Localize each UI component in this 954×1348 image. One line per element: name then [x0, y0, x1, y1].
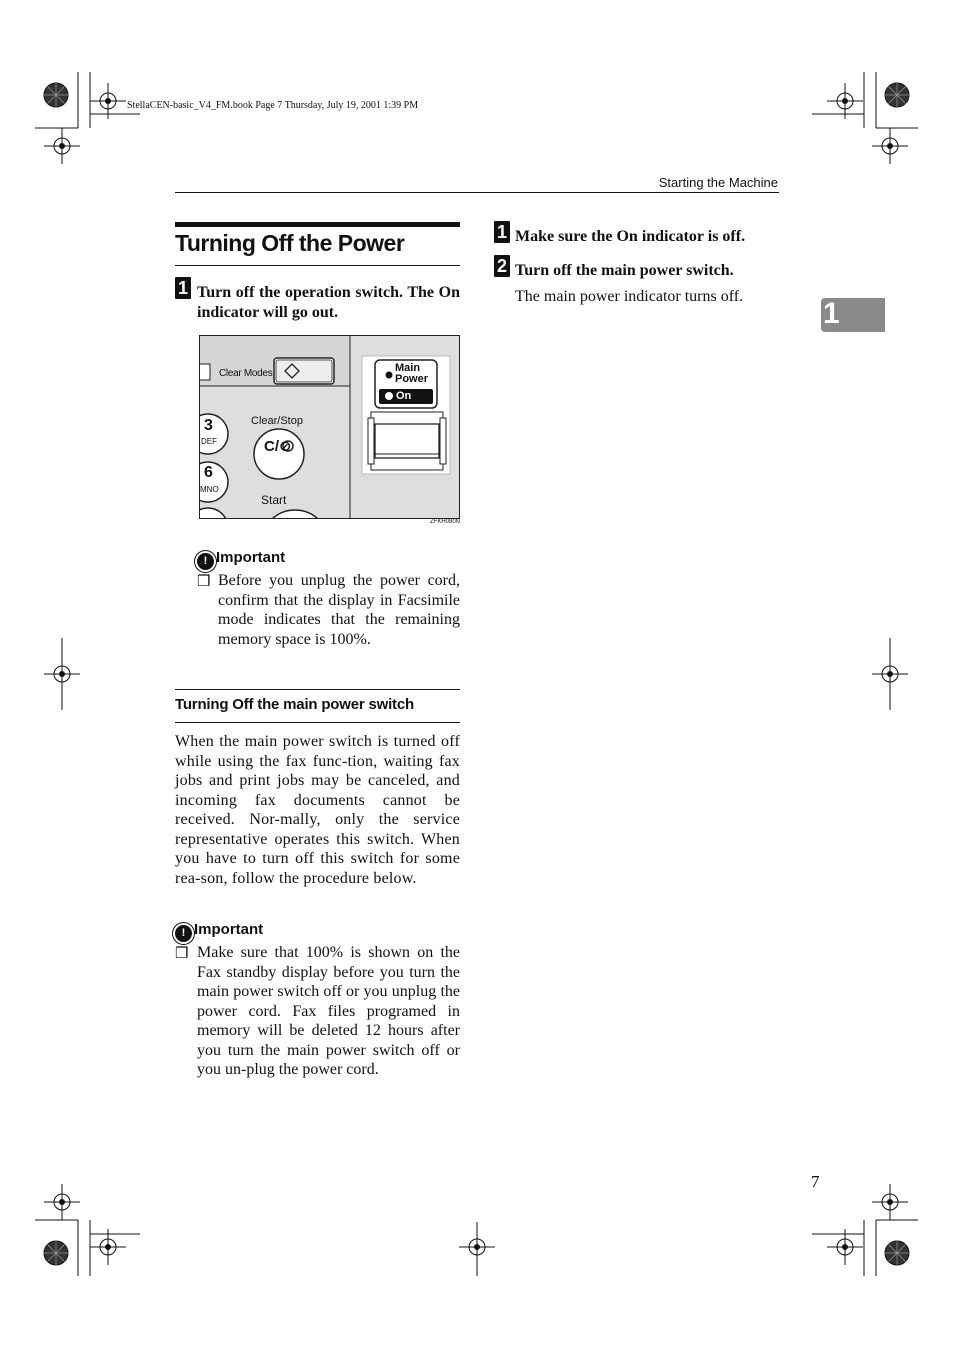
page-number: 7: [811, 1172, 820, 1191]
section-title: Turning Off the Power: [175, 230, 405, 256]
header-rule: [175, 192, 779, 193]
important-icon: !: [175, 925, 192, 942]
main-power-label: [395, 363, 428, 385]
important-1-text: Before you unplug the power cord, confirm that the display in Facsimile mode indicates that the remaining memory space is 100%.: [218, 572, 460, 648]
key-3-digit: 3: [204, 417, 213, 434]
important-label-1-text: Important: [216, 549, 286, 566]
key-6-digit: 6: [204, 464, 213, 481]
chapter-number: 1: [823, 297, 840, 330]
main-power-line-1: Main: [395, 362, 421, 374]
subheading: Turning Off the main power switch: [175, 696, 414, 713]
clear-modes-label: Clear Modes: [219, 368, 273, 379]
control-panel-illustration: [199, 335, 460, 519]
running-head: Starting the Machine: [658, 175, 778, 190]
start-label: Start: [261, 493, 287, 507]
important-icon: !: [197, 553, 214, 570]
subheading-rule-bottom: [175, 722, 460, 723]
step-badge-right-2: 2: [494, 255, 510, 277]
clear-stop-symbol: C/⊘: [264, 438, 292, 455]
chapter-tab: [821, 298, 885, 332]
checkbox-bullet-icon: ❒: [175, 946, 189, 962]
figure-code: ZFKH080N: [430, 519, 461, 525]
important-label-2: [175, 921, 263, 942]
subheading-rule-top: [175, 689, 460, 690]
book-info: StellaCEN-basic_V4_FM.book Page 7 Thursday, July 19, 2001 1:39 PM: [127, 100, 419, 111]
right-step-1-text: Make sure the On indicator is off.: [515, 228, 746, 245]
checkbox-bullet-icon: ❒: [197, 574, 211, 590]
important-2-text: Make sure that 100% is shown on the Fax standby display before you turn the main power switch off or you unplug the power cord. Fax files programed in memory will be deleted 12 hours after you turn the main power switch off or you un-plug the power cord.: [197, 944, 460, 1078]
step-badge-right-1: 1: [494, 221, 510, 243]
main-power-line-2: Power: [395, 373, 429, 385]
step-badge-1: 1: [175, 277, 191, 299]
title-rule: [175, 265, 460, 266]
key-6-letters: MNO: [200, 485, 219, 494]
important-label-1: [197, 549, 285, 570]
key-3-letters: DEF: [201, 437, 217, 446]
important-label-2-text: Important: [194, 921, 264, 938]
step-1-text: Turn off the operation switch. The On indicator will go out.: [197, 284, 460, 321]
right-step-2-text: Turn off the main power switch.: [515, 262, 734, 279]
main-power-paragraph: When the main power switch is turned off while using the fax func-tion, waiting fax jobs and print jobs may be canceled, and incoming fax documents cannot be received. Nor-mally, only the service representative operates this switch. When you have to turn off this switch for some rea-son, follow the procedure below.: [175, 733, 460, 887]
on-indicator-label: On: [396, 390, 412, 402]
right-step-2-detail: The main power indicator turns off.: [515, 288, 744, 305]
title-bar: [175, 222, 460, 227]
clear-stop-label: Clear/Stop: [251, 415, 303, 427]
